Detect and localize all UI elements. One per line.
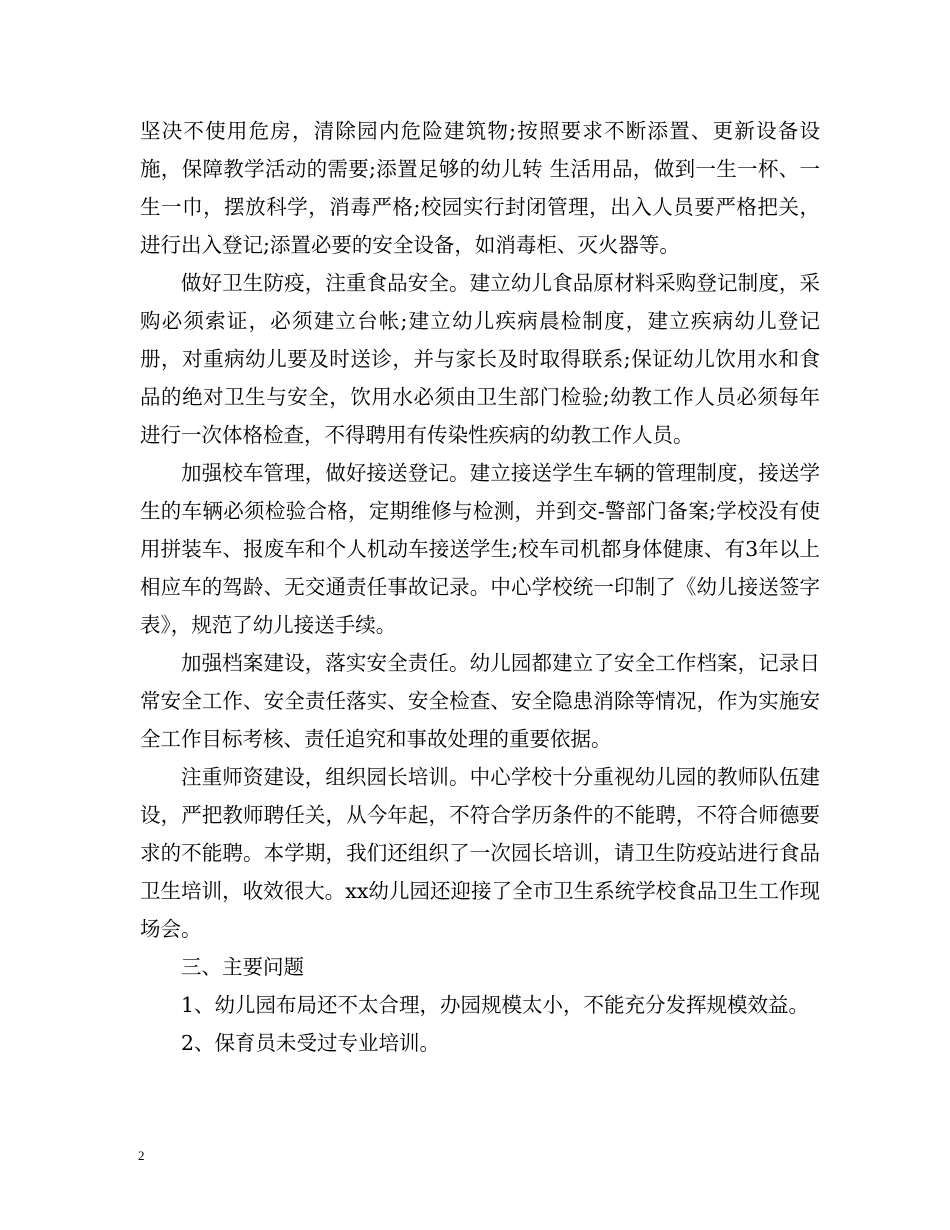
section-heading-main-problems: 三、主要问题 xyxy=(181,955,304,979)
problem-item-1: 1、幼儿园布局还不太合理，办园规模太小，不能充分发挥规模效益。 xyxy=(181,993,810,1017)
paragraph-teacher-training: 注重师资建设，组织园长培训。中心学校十分重视幼儿园的教师队伍建设，严把教师聘任关，从今年起，不符合学历条件的不能聘，不符合师德要求的不能聘。本学期，我们还组织了一次园长培训，请卫生防疫站进行食品卫生培训，收效很大。xx幼儿园还迎接了全市卫生系统学校食品卫生工作现场会。 xyxy=(140,765,820,941)
problem-item-2: 2、保育员未受过专业培训。 xyxy=(181,1031,441,1055)
page-number: 2 xyxy=(138,1148,145,1163)
paragraph-archives: 加强档案建设，落实安全责任。幼儿园都建立了安全工作档案，记录日常安全工作、安全责任落实、安全检查、安全隐患消除等情况，作为实施安全工作目标考核、责任追究和事故处理的重要依据。 xyxy=(140,651,820,751)
paragraph-school-bus: 加强校车管理，做好接送登记。建立接送学生车辆的管理制度，接送学生的车辆必须检验合格，定期维修与检测，并到交-警部门备案;学校没有使用拼装车、报废车和个人机动车接送学生;校车司机都身体健康、有3年以上相应车的驾龄、无交通责任事故记录。中心学校统一印制了《幼儿接送签字表》，规范了幼儿接送手续。 xyxy=(140,461,820,637)
document-body xyxy=(140,112,820,1062)
paragraph-hygiene-food-safety: 做好卫生防疫，注重食品安全。建立幼儿食品原材料采购登记制度，采购必须索证，必须建立台帐;建立幼儿疾病晨检制度，建立疾病幼儿登记册，对重病幼儿要及时送诊，并与家长及时取得联系;保证幼儿饮用水和食品的绝对卫生与安全，饮用水必须由卫生部门检验;幼教工作人员必须每年进行一次体格检查，不得聘用有传染性疾病的幼教工作人员。 xyxy=(140,271,820,447)
paragraph-facilities: 坚决不使用危房，清除园内危险建筑物;按照要求不断添置、更新设备设施，保障教学活动的需要;添置足够的幼儿转 生活用品，做到一生一杯、一生一巾，摆放科学，消毒严格;校园实行封闭管理，出入人员要严格把关，进行出入登记;添置必要的安全设备，如消毒柜、灭火器等。 xyxy=(140,119,820,257)
